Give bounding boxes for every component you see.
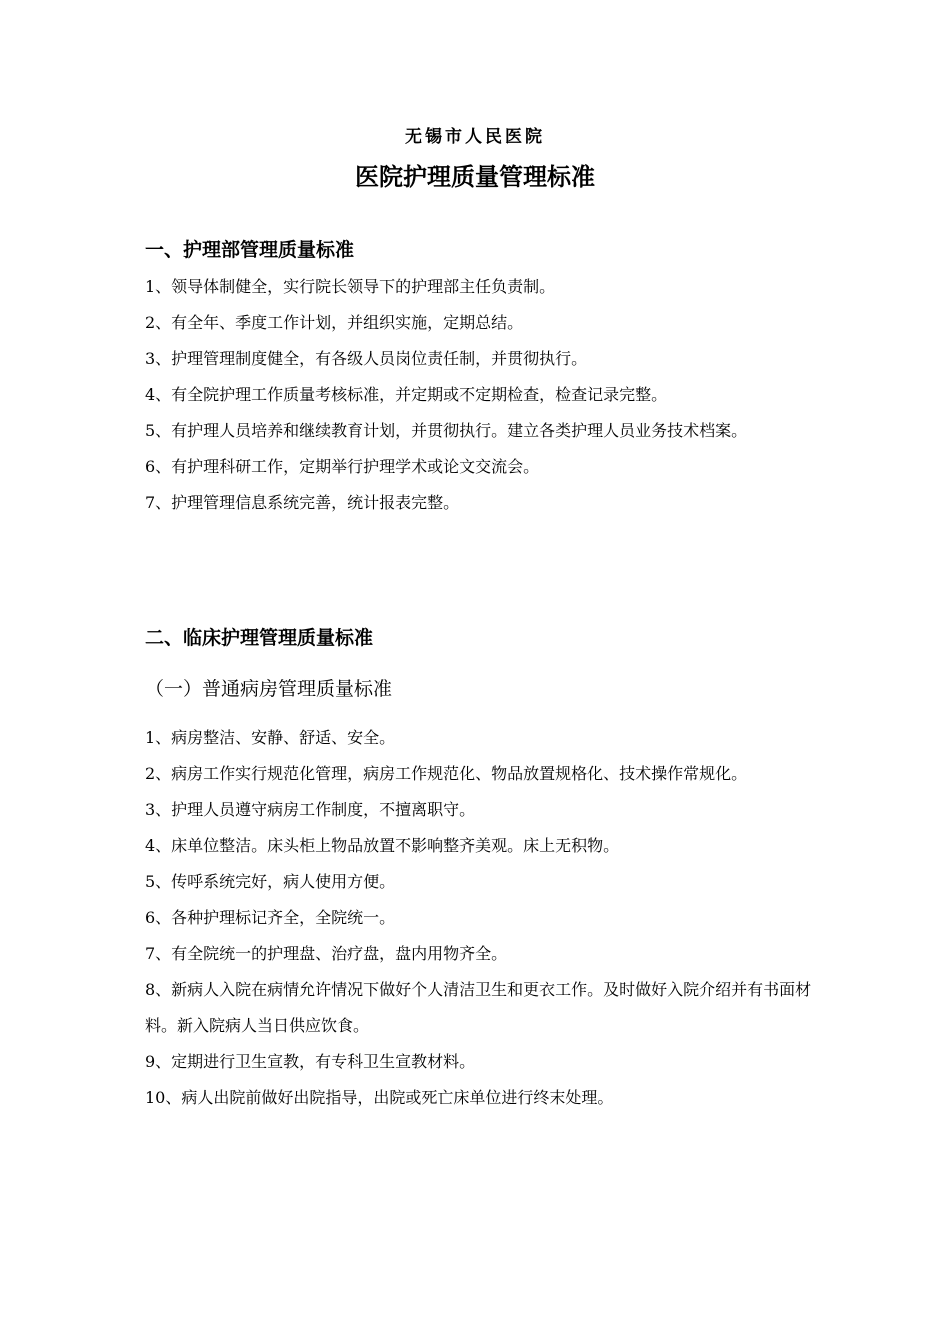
list-item: 2、病房工作实行规范化管理，病房工作规范化、物品放置规格化、技术操作常规化。 <box>145 764 748 783</box>
document-title: 医院护理质量管理标准 <box>355 163 595 191</box>
list-item: 3、护理人员遵守病房工作制度，不擅离职守。 <box>145 800 476 819</box>
list-item: 1、领导体制健全，实行院长领导下的护理部主任负责制。 <box>145 277 556 296</box>
list-item: 7、有全院统一的护理盘、治疗盘，盘内用物齐全。 <box>145 944 508 963</box>
list-item: 5、传呼系统完好，病人使用方便。 <box>145 872 396 891</box>
section-heading-clinical-nursing: 二、临床护理管理质量标准 <box>145 627 374 649</box>
list-item: 6、有护理科研工作，定期举行护理学术或论文交流会。 <box>145 457 540 476</box>
list-item: 2、有全年、季度工作计划，并组织实施，定期总结。 <box>145 313 524 332</box>
subsection-heading-general-ward: （一）普通病房管理质量标准 <box>145 678 393 700</box>
list-item: 6、各种护理标记齐全，全院统一。 <box>145 908 396 927</box>
list-item: 7、护理管理信息系统完善，统计报表完整。 <box>145 493 460 512</box>
section-heading-nursing-dept: 一、护理部管理质量标准 <box>145 239 355 261</box>
list-item: 5、有护理人员培养和继续教育计划，并贯彻执行。建立各类护理人员业务技术档案。 <box>145 421 748 440</box>
list-item: 9、定期进行卫生宣教，有专科卫生宣教材料。 <box>145 1052 476 1071</box>
list-item: 4、有全院护理工作质量考核标准，并定期或不定期检查，检查记录完整。 <box>145 385 668 404</box>
list-item: 8、新病人入院在病情允许情况下做好个人清洁卫生和更衣工作。及时做好入院介绍并有书面材料。新入院病人当日供应饮食。 <box>145 980 812 1035</box>
list-item: 10、病人出院前做好出院指导，出院或死亡床单位进行终末处理。 <box>145 1088 614 1107</box>
general-ward-standards-list <box>145 720 815 1116</box>
list-item: 1、病房整洁、安静、舒适、安全。 <box>145 728 396 747</box>
nursing-dept-standards-list <box>145 269 815 521</box>
list-item: 3、护理管理制度健全，有各级人员岗位责任制，并贯彻执行。 <box>145 349 588 368</box>
list-item: 4、床单位整洁。床头柜上物品放置不影响整齐美观。床上无积物。 <box>145 836 620 855</box>
hospital-name: 无锡市人民医院 <box>405 127 545 147</box>
